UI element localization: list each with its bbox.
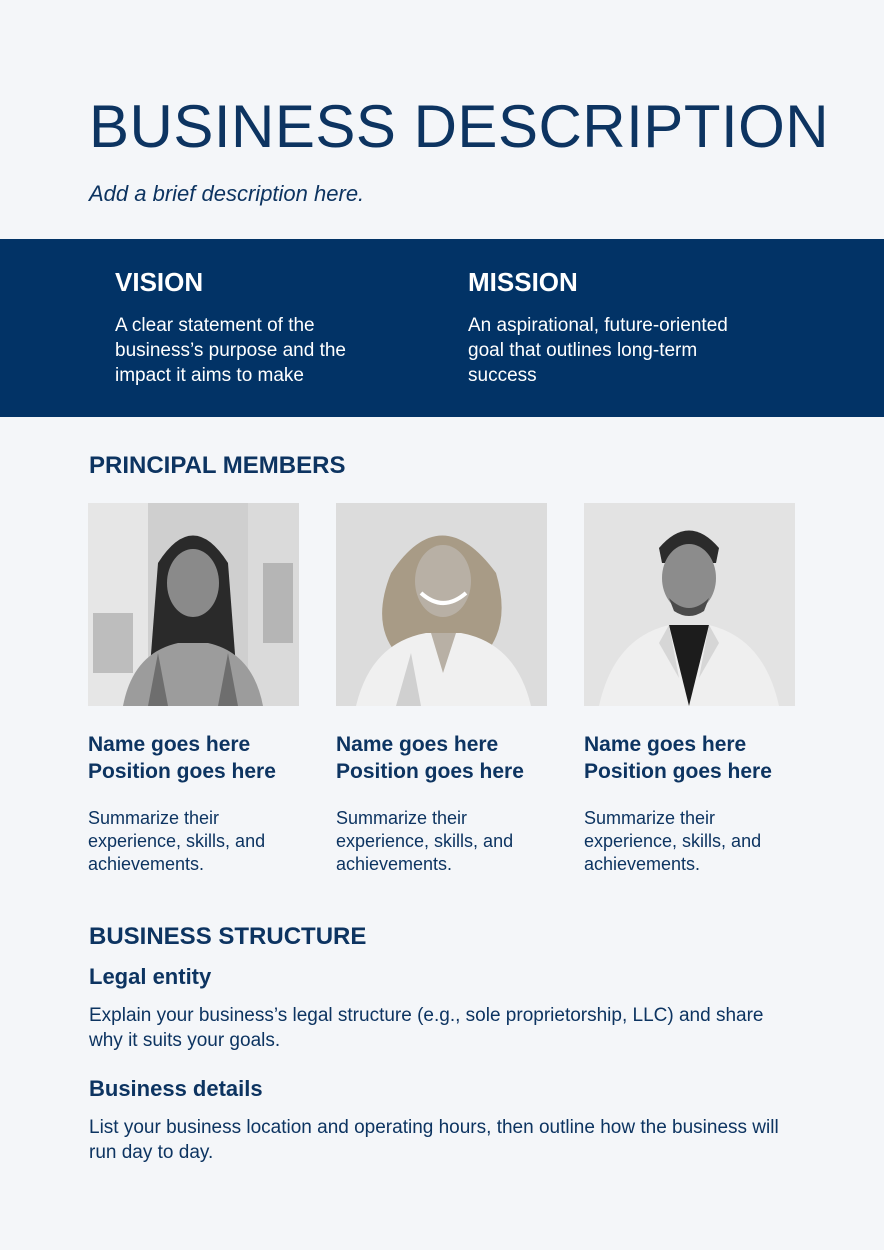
member-photo (584, 503, 795, 706)
mission-heading: MISSION (468, 267, 578, 297)
smiling-woman-portrait-image (336, 503, 547, 706)
business-structure-heading: BUSINESS STRUCTURE (89, 923, 367, 950)
legal-entity-text: Explain your business’s legal structure (e.g., sole proprietorship, LLC) and share why it suits your goals. (89, 1005, 764, 1051)
member-summary: Summarize their experience, skills, and achievements. (336, 808, 514, 874)
member-card (88, 503, 300, 876)
man-portrait-image (584, 503, 795, 706)
business-details-text: List your business location and operating hours, then outline how the business will run day to day. (89, 1117, 779, 1163)
member-position: Position goes here (88, 760, 276, 783)
member-position: Position goes here (584, 760, 772, 783)
vision-heading: VISION (115, 267, 204, 297)
legal-entity-heading: Legal entity (89, 964, 212, 989)
page-subtitle: Add a brief description here. (89, 181, 365, 206)
vision-text: A clear statement of the business’s purpose and the impact it aims to make (115, 315, 346, 386)
member-name: Name goes here (88, 733, 251, 756)
member-photo (336, 503, 547, 706)
page-title: BUSINESS DESCRIPTION (89, 93, 830, 160)
woman-portrait-image (88, 503, 299, 706)
member-card (584, 503, 796, 876)
mission-text: An aspirational, future-oriented goal that outlines long-term success (468, 315, 728, 386)
vision-block (115, 265, 405, 388)
principal-members-heading: PRINCIPAL MEMBERS (89, 452, 346, 479)
mission-block (468, 265, 758, 388)
member-summary: Summarize their experience, skills, and achievements. (584, 808, 762, 874)
member-card (336, 503, 548, 876)
member-summary: Summarize their experience, skills, and achievements. (88, 808, 266, 874)
business-details-heading: Business details (89, 1076, 263, 1101)
vision-mission-band (0, 239, 884, 417)
member-photo (88, 503, 299, 706)
member-position: Position goes here (336, 760, 524, 783)
member-name: Name goes here (584, 733, 747, 756)
member-name: Name goes here (336, 733, 499, 756)
